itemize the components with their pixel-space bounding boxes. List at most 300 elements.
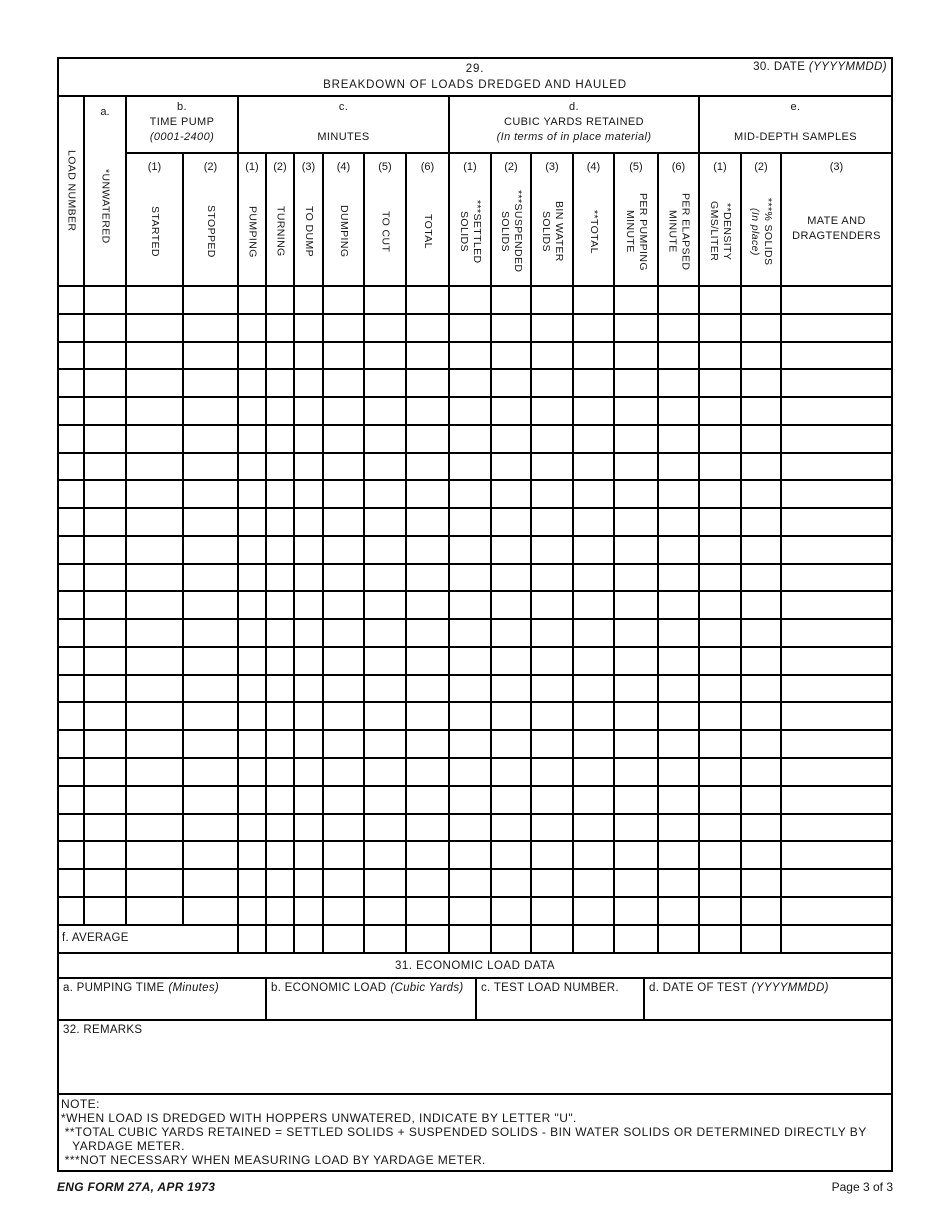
data-cell[interactable] — [532, 703, 574, 731]
data-cell[interactable] — [324, 870, 365, 898]
data-cell[interactable] — [700, 703, 742, 731]
data-cell[interactable] — [365, 759, 407, 787]
data-cell[interactable] — [742, 481, 782, 509]
data-cell[interactable] — [127, 676, 184, 704]
data-cell[interactable] — [295, 426, 324, 454]
data-cell[interactable] — [324, 343, 365, 371]
data-cell[interactable] — [574, 703, 615, 731]
data-cell[interactable] — [295, 592, 324, 620]
data-cell[interactable] — [184, 370, 239, 398]
data-cell[interactable] — [239, 842, 267, 870]
data-cell[interactable] — [365, 537, 407, 565]
data-cell[interactable] — [492, 703, 532, 731]
data-cell[interactable] — [700, 315, 742, 343]
data-cell[interactable] — [782, 565, 891, 593]
data-cell[interactable] — [615, 648, 659, 676]
data-cell[interactable] — [85, 703, 127, 731]
data-cell[interactable] — [615, 481, 659, 509]
data-cell[interactable] — [239, 565, 267, 593]
data-cell[interactable] — [365, 592, 407, 620]
data-cell[interactable] — [615, 842, 659, 870]
data-cell[interactable] — [184, 731, 239, 759]
data-cell[interactable] — [659, 592, 700, 620]
data-cell[interactable] — [782, 842, 891, 870]
data-cell[interactable] — [365, 287, 407, 315]
data-cell[interactable] — [267, 509, 295, 537]
data-cell[interactable] — [532, 592, 574, 620]
data-cell[interactable] — [782, 509, 891, 537]
average-cell[interactable] — [239, 926, 267, 952]
data-cell[interactable] — [450, 509, 492, 537]
data-cell[interactable] — [85, 287, 127, 315]
data-cell[interactable] — [239, 731, 267, 759]
data-cell[interactable] — [267, 870, 295, 898]
average-cell[interactable] — [407, 926, 450, 952]
data-cell[interactable] — [267, 648, 295, 676]
average-cell[interactable] — [492, 926, 532, 952]
data-cell[interactable] — [574, 842, 615, 870]
data-cell[interactable] — [492, 592, 532, 620]
data-cell[interactable] — [659, 287, 700, 315]
data-cell[interactable] — [782, 592, 891, 620]
data-cell[interactable] — [700, 343, 742, 371]
data-cell[interactable] — [407, 537, 450, 565]
data-cell[interactable] — [742, 731, 782, 759]
data-cell[interactable] — [532, 565, 574, 593]
data-cell[interactable] — [324, 537, 365, 565]
data-cell[interactable] — [407, 898, 450, 926]
data-cell[interactable] — [324, 370, 365, 398]
data-cell[interactable] — [59, 287, 85, 315]
data-cell[interactable] — [267, 454, 295, 482]
data-cell[interactable] — [184, 509, 239, 537]
data-cell[interactable] — [450, 620, 492, 648]
data-cell[interactable] — [659, 898, 700, 926]
data-cell[interactable] — [659, 481, 700, 509]
data-cell[interactable] — [532, 648, 574, 676]
data-cell[interactable] — [59, 509, 85, 537]
data-cell[interactable] — [239, 787, 267, 815]
data-cell[interactable] — [407, 759, 450, 787]
data-cell[interactable] — [239, 648, 267, 676]
data-cell[interactable] — [239, 592, 267, 620]
data-cell[interactable] — [85, 676, 127, 704]
average-cell[interactable] — [659, 926, 700, 952]
data-cell[interactable] — [700, 592, 742, 620]
data-cell[interactable] — [324, 759, 365, 787]
data-cell[interactable] — [127, 815, 184, 843]
data-cell[interactable] — [85, 842, 127, 870]
data-cell[interactable] — [782, 731, 891, 759]
data-cell[interactable] — [574, 370, 615, 398]
data-cell[interactable] — [532, 398, 574, 426]
data-cell[interactable] — [85, 481, 127, 509]
data-cell[interactable] — [532, 315, 574, 343]
data-cell[interactable] — [295, 287, 324, 315]
data-cell[interactable] — [659, 731, 700, 759]
data-cell[interactable] — [615, 731, 659, 759]
data-cell[interactable] — [127, 287, 184, 315]
data-cell[interactable] — [492, 759, 532, 787]
data-cell[interactable] — [85, 898, 127, 926]
data-cell[interactable] — [574, 454, 615, 482]
data-cell[interactable] — [295, 648, 324, 676]
data-cell[interactable] — [407, 870, 450, 898]
data-cell[interactable] — [184, 565, 239, 593]
date-of-test-field[interactable]: d. DATE OF TEST (YYYYMMDD) — [649, 982, 829, 994]
data-cell[interactable] — [532, 676, 574, 704]
data-cell[interactable] — [782, 870, 891, 898]
data-cell[interactable] — [659, 620, 700, 648]
data-cell[interactable] — [365, 370, 407, 398]
data-cell[interactable] — [742, 315, 782, 343]
data-cell[interactable] — [700, 731, 742, 759]
data-cell[interactable] — [574, 565, 615, 593]
data-cell[interactable] — [324, 703, 365, 731]
data-cell[interactable] — [700, 454, 742, 482]
data-cell[interactable] — [295, 787, 324, 815]
average-cell[interactable] — [324, 926, 365, 952]
data-cell[interactable] — [267, 426, 295, 454]
data-cell[interactable] — [450, 398, 492, 426]
data-cell[interactable] — [574, 343, 615, 371]
data-cell[interactable] — [492, 287, 532, 315]
data-cell[interactable] — [365, 509, 407, 537]
data-cell[interactable] — [239, 620, 267, 648]
data-cell[interactable] — [615, 759, 659, 787]
data-cell[interactable] — [615, 898, 659, 926]
data-cell[interactable] — [365, 315, 407, 343]
data-cell[interactable] — [127, 426, 184, 454]
data-cell[interactable] — [742, 870, 782, 898]
data-cell[interactable] — [184, 787, 239, 815]
data-cell[interactable] — [295, 898, 324, 926]
data-cell[interactable] — [239, 759, 267, 787]
data-cell[interactable] — [239, 370, 267, 398]
data-cell[interactable] — [365, 703, 407, 731]
data-cell[interactable] — [532, 815, 574, 843]
data-cell[interactable] — [85, 592, 127, 620]
data-cell[interactable] — [324, 426, 365, 454]
data-cell[interactable] — [365, 426, 407, 454]
data-cell[interactable] — [295, 731, 324, 759]
data-cell[interactable] — [59, 481, 85, 509]
data-cell[interactable] — [85, 870, 127, 898]
data-cell[interactable] — [324, 398, 365, 426]
data-cell[interactable] — [450, 565, 492, 593]
data-cell[interactable] — [532, 537, 574, 565]
data-cell[interactable] — [659, 370, 700, 398]
data-cell[interactable] — [492, 815, 532, 843]
data-cell[interactable] — [574, 759, 615, 787]
data-cell[interactable] — [659, 343, 700, 371]
data-cell[interactable] — [127, 648, 184, 676]
data-cell[interactable] — [532, 287, 574, 315]
data-cell[interactable] — [782, 676, 891, 704]
remarks-field[interactable] — [59, 1021, 891, 1095]
data-cell[interactable] — [365, 731, 407, 759]
data-cell[interactable] — [450, 787, 492, 815]
data-cell[interactable] — [184, 454, 239, 482]
data-cell[interactable] — [324, 315, 365, 343]
data-cell[interactable] — [239, 815, 267, 843]
data-cell[interactable] — [492, 343, 532, 371]
data-cell[interactable] — [184, 315, 239, 343]
data-cell[interactable] — [782, 787, 891, 815]
data-cell[interactable] — [450, 592, 492, 620]
data-cell[interactable] — [127, 537, 184, 565]
data-cell[interactable] — [742, 398, 782, 426]
data-cell[interactable] — [450, 759, 492, 787]
data-cell[interactable] — [184, 842, 239, 870]
data-cell[interactable] — [782, 454, 891, 482]
data-cell[interactable] — [700, 370, 742, 398]
data-cell[interactable] — [324, 509, 365, 537]
data-cell[interactable] — [659, 426, 700, 454]
data-cell[interactable] — [615, 592, 659, 620]
data-cell[interactable] — [267, 787, 295, 815]
data-cell[interactable] — [782, 343, 891, 371]
data-cell[interactable] — [407, 343, 450, 371]
data-cell[interactable] — [742, 370, 782, 398]
data-cell[interactable] — [782, 537, 891, 565]
data-cell[interactable] — [615, 565, 659, 593]
data-cell[interactable] — [407, 842, 450, 870]
data-cell[interactable] — [267, 315, 295, 343]
data-cell[interactable] — [267, 842, 295, 870]
data-cell[interactable] — [700, 426, 742, 454]
data-cell[interactable] — [239, 870, 267, 898]
data-cell[interactable] — [59, 537, 85, 565]
data-cell[interactable] — [574, 731, 615, 759]
data-cell[interactable] — [659, 842, 700, 870]
data-cell[interactable] — [532, 509, 574, 537]
data-cell[interactable] — [615, 426, 659, 454]
data-cell[interactable] — [450, 870, 492, 898]
data-cell[interactable] — [615, 287, 659, 315]
data-cell[interactable] — [184, 676, 239, 704]
data-cell[interactable] — [532, 370, 574, 398]
data-cell[interactable] — [85, 620, 127, 648]
data-cell[interactable] — [85, 315, 127, 343]
data-cell[interactable] — [127, 398, 184, 426]
data-cell[interactable] — [407, 454, 450, 482]
data-cell[interactable] — [85, 565, 127, 593]
data-cell[interactable] — [574, 398, 615, 426]
data-cell[interactable] — [85, 454, 127, 482]
data-cell[interactable] — [659, 537, 700, 565]
data-cell[interactable] — [324, 620, 365, 648]
data-cell[interactable] — [615, 787, 659, 815]
average-cell[interactable] — [700, 926, 742, 952]
data-cell[interactable] — [59, 592, 85, 620]
average-cell[interactable] — [574, 926, 615, 952]
data-cell[interactable] — [659, 315, 700, 343]
data-cell[interactable] — [184, 898, 239, 926]
data-cell[interactable] — [85, 815, 127, 843]
data-cell[interactable] — [267, 481, 295, 509]
data-cell[interactable] — [742, 648, 782, 676]
data-cell[interactable] — [742, 620, 782, 648]
data-cell[interactable] — [239, 398, 267, 426]
data-cell[interactable] — [659, 509, 700, 537]
data-cell[interactable] — [742, 815, 782, 843]
data-cell[interactable] — [85, 343, 127, 371]
data-cell[interactable] — [365, 898, 407, 926]
data-cell[interactable] — [365, 815, 407, 843]
data-cell[interactable] — [85, 370, 127, 398]
data-cell[interactable] — [127, 315, 184, 343]
data-cell[interactable] — [407, 370, 450, 398]
data-cell[interactable] — [532, 870, 574, 898]
data-cell[interactable] — [365, 620, 407, 648]
data-cell[interactable] — [267, 343, 295, 371]
data-cell[interactable] — [574, 592, 615, 620]
data-cell[interactable] — [85, 509, 127, 537]
data-cell[interactable] — [184, 759, 239, 787]
data-cell[interactable] — [407, 676, 450, 704]
data-cell[interactable] — [85, 426, 127, 454]
data-cell[interactable] — [127, 592, 184, 620]
data-cell[interactable] — [365, 870, 407, 898]
data-cell[interactable] — [700, 676, 742, 704]
data-cell[interactable] — [295, 454, 324, 482]
data-cell[interactable] — [407, 592, 450, 620]
data-cell[interactable] — [532, 454, 574, 482]
data-cell[interactable] — [700, 565, 742, 593]
data-cell[interactable] — [700, 787, 742, 815]
data-cell[interactable] — [295, 842, 324, 870]
data-cell[interactable] — [450, 426, 492, 454]
data-cell[interactable] — [700, 398, 742, 426]
data-cell[interactable] — [267, 815, 295, 843]
data-cell[interactable] — [450, 287, 492, 315]
data-cell[interactable] — [782, 287, 891, 315]
data-cell[interactable] — [492, 370, 532, 398]
data-cell[interactable] — [574, 870, 615, 898]
data-cell[interactable] — [407, 787, 450, 815]
data-cell[interactable] — [782, 426, 891, 454]
data-cell[interactable] — [267, 620, 295, 648]
data-cell[interactable] — [239, 426, 267, 454]
data-cell[interactable] — [450, 731, 492, 759]
data-cell[interactable] — [324, 676, 365, 704]
average-cell[interactable] — [532, 926, 574, 952]
data-cell[interactable] — [324, 565, 365, 593]
data-cell[interactable] — [742, 287, 782, 315]
data-cell[interactable] — [700, 759, 742, 787]
data-cell[interactable] — [615, 870, 659, 898]
test-load-number-field[interactable]: c. TEST LOAD NUMBER. — [477, 979, 645, 1019]
data-cell[interactable] — [492, 676, 532, 704]
data-cell[interactable] — [574, 537, 615, 565]
data-cell[interactable] — [267, 731, 295, 759]
data-cell[interactable] — [365, 398, 407, 426]
data-cell[interactable] — [700, 870, 742, 898]
data-cell[interactable] — [295, 398, 324, 426]
data-cell[interactable] — [492, 315, 532, 343]
data-cell[interactable] — [59, 815, 85, 843]
data-cell[interactable] — [59, 731, 85, 759]
data-cell[interactable] — [492, 481, 532, 509]
data-cell[interactable] — [184, 481, 239, 509]
data-cell[interactable] — [295, 870, 324, 898]
data-cell[interactable] — [615, 676, 659, 704]
data-cell[interactable] — [59, 648, 85, 676]
data-cell[interactable] — [184, 870, 239, 898]
data-cell[interactable] — [85, 759, 127, 787]
data-cell[interactable] — [267, 898, 295, 926]
data-cell[interactable] — [700, 648, 742, 676]
data-cell[interactable] — [532, 787, 574, 815]
data-cell[interactable] — [239, 454, 267, 482]
data-cell[interactable] — [532, 481, 574, 509]
data-cell[interactable] — [450, 343, 492, 371]
data-cell[interactable] — [615, 343, 659, 371]
data-cell[interactable] — [184, 703, 239, 731]
data-cell[interactable] — [450, 676, 492, 704]
data-cell[interactable] — [450, 898, 492, 926]
data-cell[interactable] — [492, 398, 532, 426]
data-cell[interactable] — [407, 731, 450, 759]
data-cell[interactable] — [742, 537, 782, 565]
data-cell[interactable] — [532, 898, 574, 926]
data-cell[interactable] — [532, 426, 574, 454]
data-cell[interactable] — [450, 815, 492, 843]
data-cell[interactable] — [782, 898, 891, 926]
data-cell[interactable] — [267, 398, 295, 426]
data-cell[interactable] — [127, 454, 184, 482]
data-cell[interactable] — [492, 454, 532, 482]
average-cell[interactable] — [295, 926, 324, 952]
data-cell[interactable] — [659, 703, 700, 731]
data-cell[interactable] — [59, 454, 85, 482]
data-cell[interactable] — [615, 537, 659, 565]
data-cell[interactable] — [267, 565, 295, 593]
data-cell[interactable] — [615, 620, 659, 648]
data-cell[interactable] — [700, 898, 742, 926]
data-cell[interactable] — [85, 537, 127, 565]
data-cell[interactable] — [659, 398, 700, 426]
data-cell[interactable] — [59, 898, 85, 926]
data-cell[interactable] — [574, 315, 615, 343]
data-cell[interactable] — [59, 620, 85, 648]
data-cell[interactable] — [492, 620, 532, 648]
data-cell[interactable] — [407, 481, 450, 509]
data-cell[interactable] — [742, 565, 782, 593]
data-cell[interactable] — [532, 620, 574, 648]
data-cell[interactable] — [127, 759, 184, 787]
data-cell[interactable] — [782, 759, 891, 787]
data-cell[interactable] — [295, 343, 324, 371]
data-cell[interactable] — [59, 370, 85, 398]
data-cell[interactable] — [407, 426, 450, 454]
data-cell[interactable] — [184, 620, 239, 648]
data-cell[interactable] — [742, 509, 782, 537]
data-cell[interactable] — [615, 370, 659, 398]
data-cell[interactable] — [295, 481, 324, 509]
data-cell[interactable] — [492, 842, 532, 870]
data-cell[interactable] — [742, 842, 782, 870]
data-cell[interactable] — [85, 787, 127, 815]
data-cell[interactable] — [574, 787, 615, 815]
data-cell[interactable] — [267, 370, 295, 398]
data-cell[interactable] — [127, 731, 184, 759]
data-cell[interactable] — [267, 703, 295, 731]
data-cell[interactable] — [492, 509, 532, 537]
data-cell[interactable] — [239, 537, 267, 565]
data-cell[interactable] — [782, 703, 891, 731]
